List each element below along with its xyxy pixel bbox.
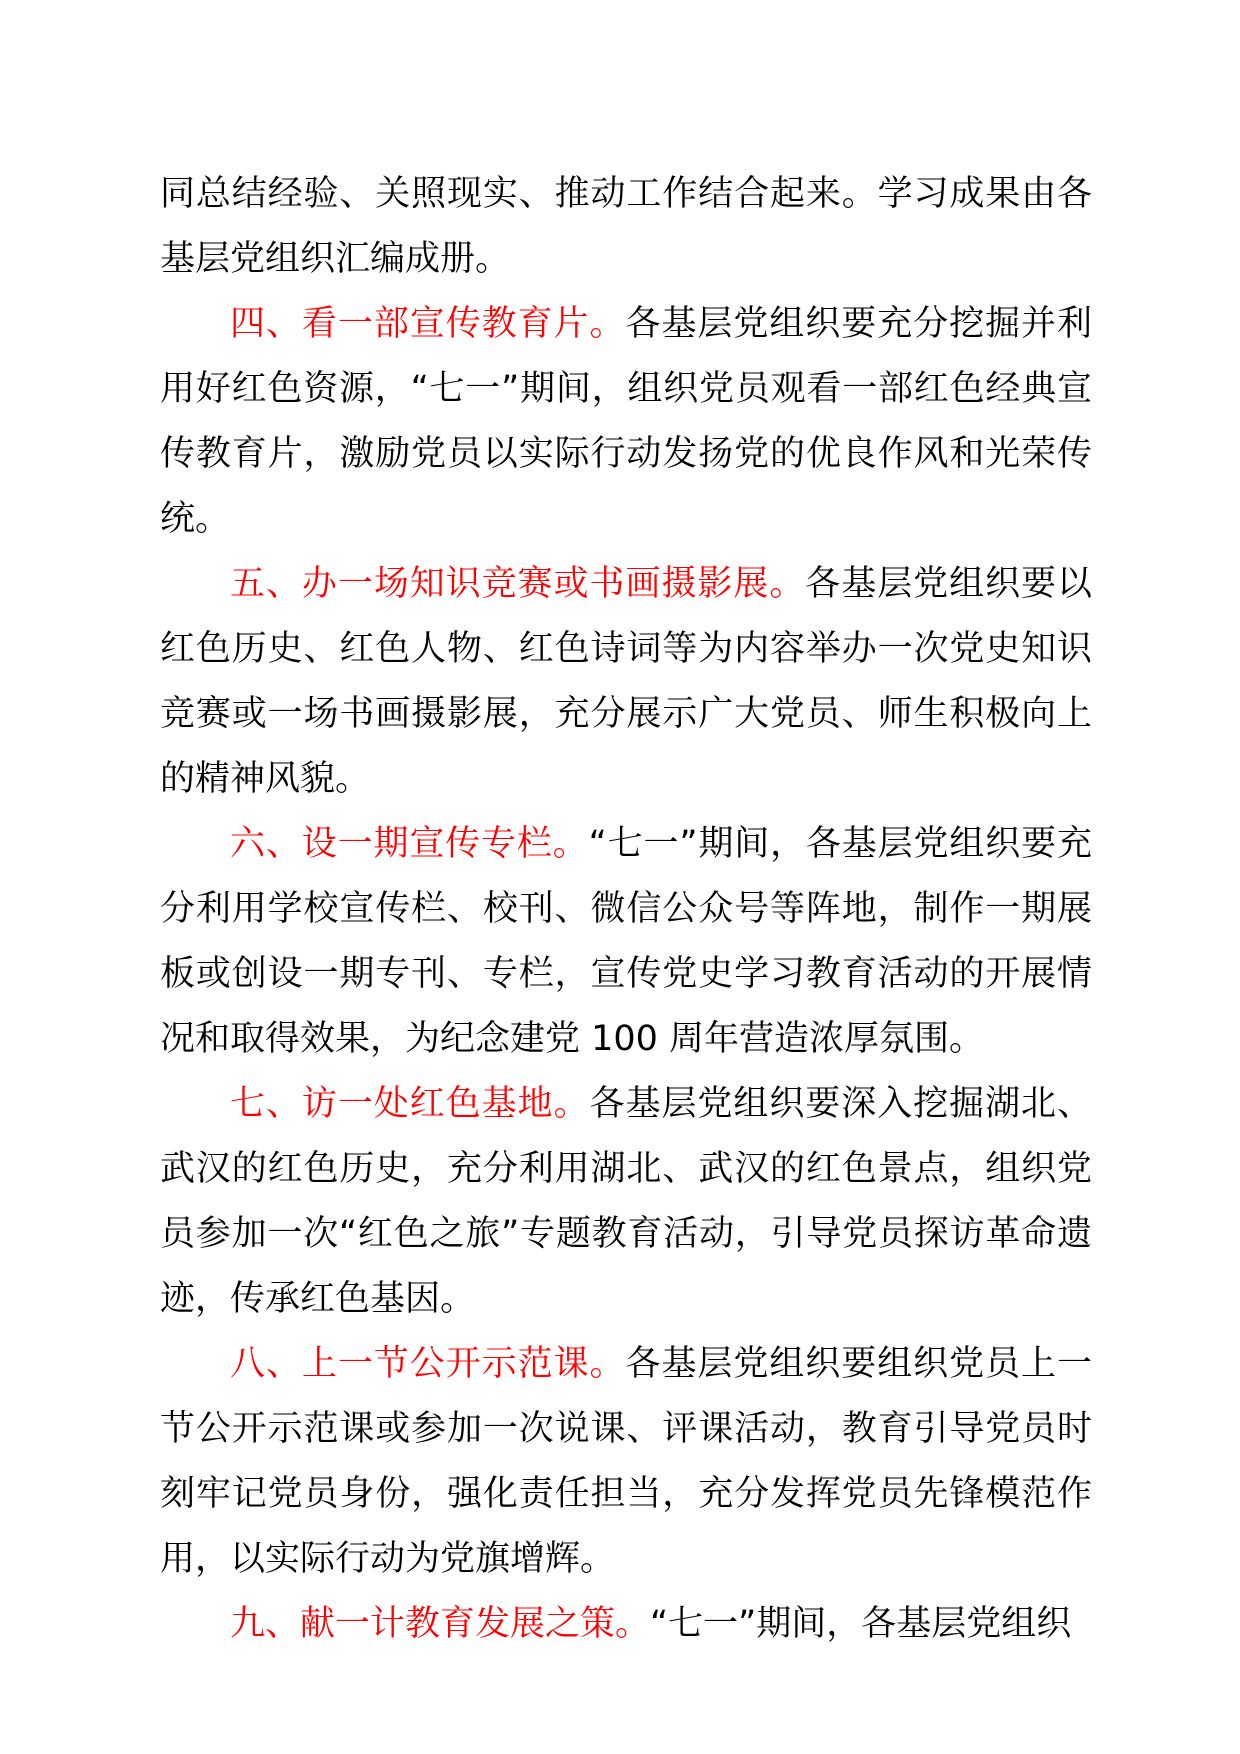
paragraph-text: 各基层党组织要以红色历史、红色人物、红色诗词等为内容举办一次党史知识竞赛或一场书画摄影展，充分展示广大党员、师生积极向上的精神风貌。 — [160, 564, 1092, 799]
paragraph-text: 同总结经验、关照现实、推动工作结合起来。学习成果由各基层党组织汇编成册。 — [160, 174, 1092, 279]
paragraph-text: “七一”期间，各基层党组织要充分利用学校宣传栏、校刊、微信公众号等阵地，制作一期展板或创设一期专刊、专栏，宣传党史学习教育活动的开展情况和取得效果，为纪念建党 100 周年营造浓厚氛围。 — [160, 824, 1092, 1059]
paragraph-item-7 — [160, 1072, 1092, 1332]
paragraph-heading: 九、献一计教育发展之策。 — [230, 1604, 651, 1644]
paragraph-item-4 — [160, 292, 1092, 552]
document-page — [160, 162, 1092, 1657]
paragraph-text: “七一”期间，各基层党组织 — [650, 1604, 1072, 1644]
paragraph-text: 各基层党组织要组织党员上一节公开示范课或参加一次说课、评课活动，教育引导党员时刻牢记党员身份，强化责任担当，充分发挥党员先锋模范作用，以实际行动为党旗增辉。 — [160, 1344, 1092, 1579]
paragraph-item-9 — [160, 1592, 1092, 1657]
paragraph-item-5 — [160, 552, 1092, 812]
paragraph-heading: 七、访一处红色基地。 — [230, 1084, 590, 1124]
paragraph-heading: 五、办一场知识竞赛或书画摄影展。 — [230, 564, 806, 604]
paragraph-text: 各基层党组织要充分挖掘并利用好红色资源，“七一”期间，组织党员观看一部红色经典宣传教育片，激励党员以实际行动发扬党的优良作风和光荣传统。 — [160, 304, 1092, 539]
paragraph-item-8 — [160, 1332, 1092, 1592]
paragraph-heading: 四、看一部宣传教育片。 — [230, 304, 626, 344]
paragraph-text: 各基层党组织要深入挖掘湖北、武汉的红色历史，充分利用湖北、武汉的红色景点，组织党员参加一次“红色之旅”专题教育活动，引导党员探访革命遗迹，传承红色基因。 — [160, 1084, 1092, 1319]
paragraph-heading: 六、设一期宣传专栏。 — [230, 824, 589, 864]
paragraph-heading: 八、上一节公开示范课。 — [230, 1344, 626, 1384]
paragraph-item-6 — [160, 812, 1092, 1072]
paragraph-continued — [160, 162, 1092, 292]
